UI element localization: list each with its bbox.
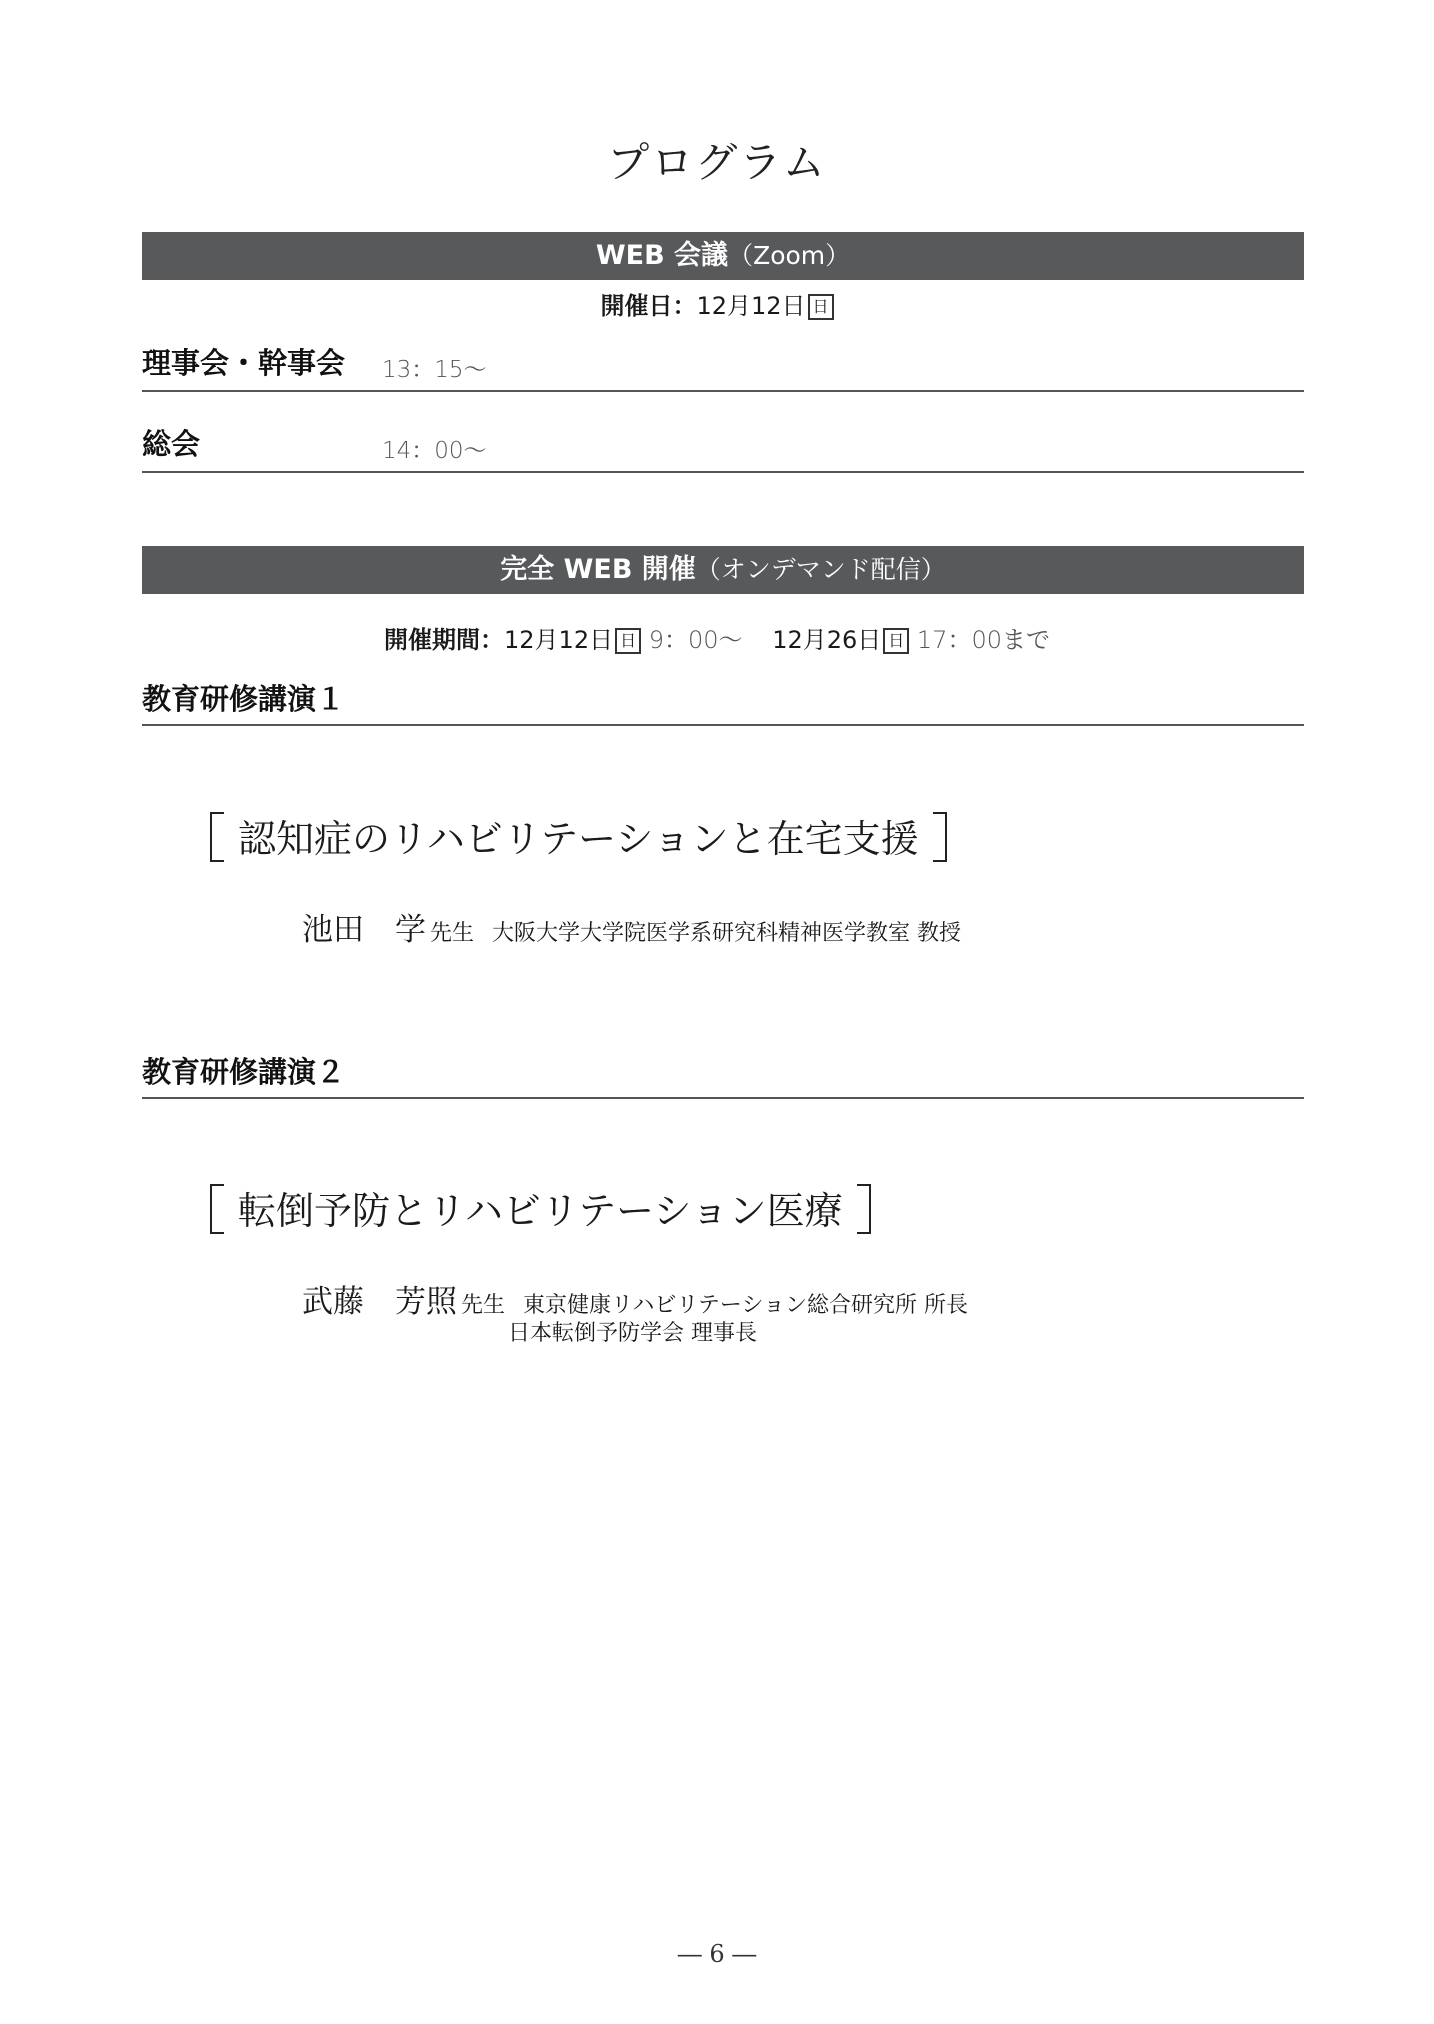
- lecture-heading-1: [142, 680, 1304, 726]
- end-date: 12月26日: [772, 626, 882, 654]
- schedule-label: 理事会・幹事会: [142, 346, 346, 380]
- schedule-row-board: [142, 342, 1304, 392]
- web-meeting-date: [0, 286, 1434, 321]
- lecture-title-2: [210, 1180, 871, 1235]
- period-label: 開催期間: [384, 626, 481, 654]
- page-number: ― 6 ―: [677, 1940, 757, 1968]
- lecture-heading-text: 教育研修講演１: [142, 682, 346, 716]
- day-of-week-badge: 日: [615, 628, 641, 654]
- open-bracket: [210, 812, 224, 862]
- full-web-bar-title: 完全 WEB 開催: [500, 554, 696, 585]
- speaker-affiliation: 大阪大学大学院医学系研究科精神医学教室 教授: [492, 921, 962, 946]
- lecture-title-text: 転倒予防とリハビリテーション医療: [238, 1189, 843, 1233]
- full-web-bar: [142, 546, 1304, 594]
- schedule-label: 総会: [142, 427, 201, 461]
- lecture-title-1: [210, 808, 947, 863]
- close-bracket: [857, 1184, 871, 1234]
- web-meeting-bar: [142, 232, 1304, 280]
- lecture-title-text: 認知症のリハビリテーションと在宅支援: [238, 817, 919, 861]
- start-time: 9：00～: [648, 626, 743, 654]
- start-date: 12月12日: [504, 626, 614, 654]
- schedule-time: 14：00～: [382, 438, 487, 464]
- date-value: 12月12日: [696, 292, 806, 320]
- speaker-name: 池田 学: [302, 912, 426, 948]
- period-separator: ：: [480, 626, 505, 654]
- lecture-speaker-1: [302, 904, 961, 949]
- schedule-time: 13：15～: [382, 357, 487, 383]
- day-of-week-badge: 日: [808, 294, 834, 320]
- speaker-name: 武藤 芳照: [302, 1284, 457, 1320]
- close-bracket: [933, 812, 947, 862]
- date-label: 開催日: [600, 292, 673, 320]
- page-title: プログラム: [607, 138, 827, 187]
- lecture-speaker-2: [302, 1276, 968, 1321]
- end-time: 17：00まで: [916, 626, 1050, 654]
- speaker-honorific: 先生: [430, 921, 475, 946]
- lecture-heading-2: [142, 1053, 1304, 1099]
- full-web-bar-subtitle: （オンデマンド配信）: [695, 555, 946, 584]
- speaker-affiliation: 東京健康リハビリテーション総合研究所 所長: [523, 1293, 969, 1318]
- day-of-week-badge: 日: [883, 628, 909, 654]
- open-bracket: [210, 1184, 224, 1234]
- lecture-heading-text: 教育研修講演２: [142, 1055, 346, 1089]
- schedule-row-general-meeting: [142, 423, 1304, 473]
- speaker-affiliation-secondary: 日本転倒予防学会 理事長: [508, 1321, 757, 1346]
- web-meeting-bar-subtitle: （Zoom）: [728, 241, 851, 270]
- speaker-honorific: 先生: [461, 1293, 506, 1318]
- date-separator: ：: [672, 292, 697, 320]
- full-web-period: [0, 620, 1434, 655]
- web-meeting-bar-title: WEB 会議: [595, 240, 729, 271]
